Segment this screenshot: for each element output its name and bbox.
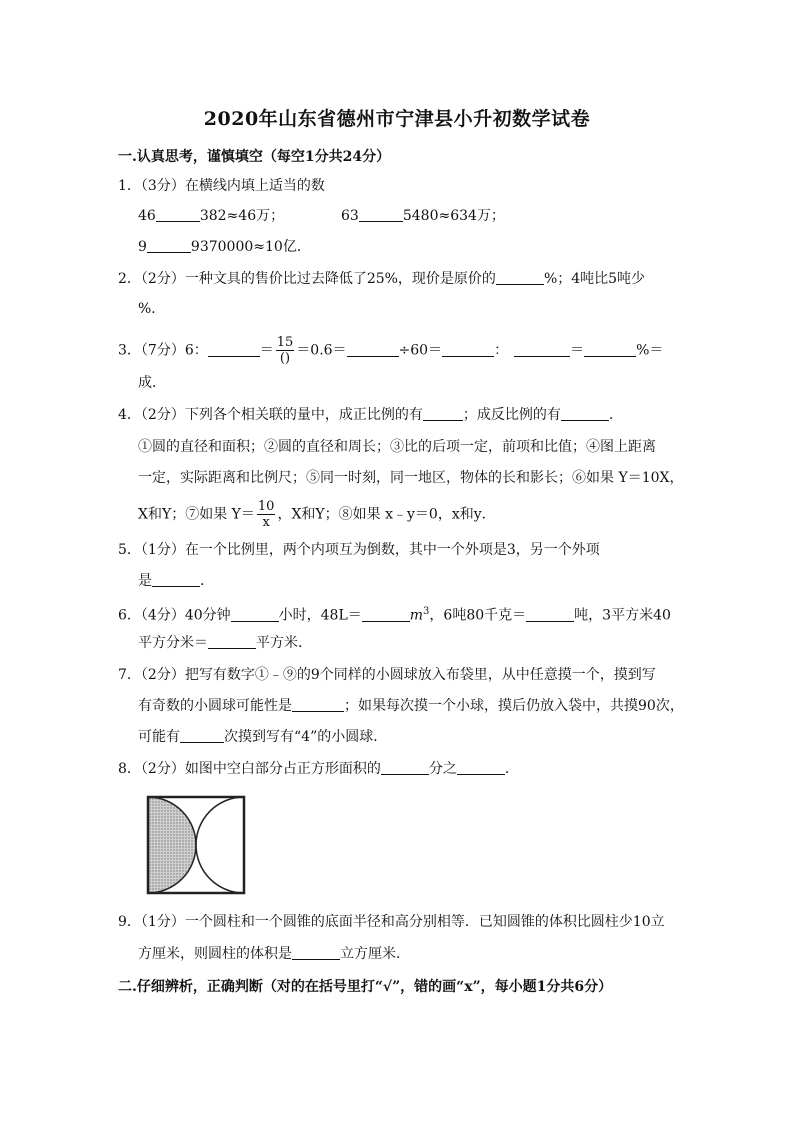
answer-blank xyxy=(208,634,256,649)
question-9-line-2: 方厘米，则圆柱的体积是 立方厘米． xyxy=(138,946,410,962)
answer-blank xyxy=(359,207,403,222)
question-5-line-1: 5．（1分）在一个比例里，两个内项互为倒数，其中一个外项是3，另一个外项 xyxy=(118,542,600,558)
answer-blank xyxy=(442,342,494,357)
answer-blank xyxy=(362,607,410,622)
question-4-line-4: X和Y；⑦如果 Y＝ $\frac{10}{x}$ ，X和Y；⑧如果 x﹣y＝0，x和y． xyxy=(138,499,496,530)
section-2-heading: 二.仔细辨析，正确判断（对的在括号里打“√”，错的画“x”，每小题1分共6分） xyxy=(118,979,613,995)
answer-blank xyxy=(423,406,463,421)
answer-blank xyxy=(561,406,609,421)
question-2-line-2: %． xyxy=(138,301,166,317)
answer-blank xyxy=(526,607,574,622)
question-8-line-1: 8．（2分）如图中空白部分占正方形面积的 分之 ． xyxy=(118,761,519,777)
question-7-line-3: 可能有 次摸到写有“4”的小圆球． xyxy=(138,729,388,745)
question-2-line-1: 2．（2分）一种文具的售价比过去降低了25%，现价是原价的 %；4吨比5吨少 xyxy=(118,271,646,287)
answer-blank xyxy=(156,207,200,222)
answer-blank xyxy=(292,697,344,712)
answer-blank xyxy=(208,342,260,357)
answer-blank xyxy=(231,607,279,622)
question-1-line-2: 46 382≈46万； 63 5480≈634万； xyxy=(138,208,505,224)
question-1-line-1: 1．（3分）在横线内填上适当的数 xyxy=(118,178,325,194)
question-4-line-1: 4．（2分）下列各个相关联的量中，成正比例的有 ；成反比例的有 ． xyxy=(118,407,623,423)
question-4-line-2: ①圆的直径和面积；②圆的直径和周长；③比的后项一定，前项和比值；④图上距离 xyxy=(138,439,656,455)
question-7-line-2: 有奇数的小圆球可能性是 ；如果每次摸一个小球，摸后仍放入袋中，共摸90次， xyxy=(138,698,684,714)
answer-blank xyxy=(147,238,191,253)
question-4-line-3: 一定，实际距离和比例尺；⑤同一时刻，同一地区，物体的长和影长；⑥如果 Y＝10X， xyxy=(138,470,684,486)
fraction: $\frac{10}{x}$ xyxy=(257,499,275,530)
page-title: 2020年山东省德州市宁津县小升初数学试卷 xyxy=(203,108,591,130)
fraction: $\frac{15}{()}$ xyxy=(276,335,294,366)
answer-blank xyxy=(292,945,340,960)
question-6-line-1: 6．（4分）40分钟 小时，$48L= m^3$，6吨80千克＝ 吨，3平方米40 xyxy=(118,606,671,624)
answer-blank xyxy=(180,728,224,743)
section-1-heading: 一.认真思考，谨慎填空（每空1分共24分） xyxy=(118,149,391,165)
question-1-line-3: 9 9370000≈10亿． xyxy=(138,239,311,255)
answer-blank xyxy=(381,760,429,775)
answer-blank xyxy=(347,342,399,357)
question-5-line-2: 是 ． xyxy=(138,573,214,589)
square-arc-figure xyxy=(146,795,246,895)
answer-blank xyxy=(496,270,544,285)
answer-blank xyxy=(514,342,570,357)
answer-blank xyxy=(457,760,505,775)
question-3-line-2: 成． xyxy=(138,375,166,391)
question-3-line-1: 3．（7分）6： ＝ $\frac{15}{()}$ ＝0.6＝ ÷60＝ ： ＝ %＝ xyxy=(118,335,664,366)
question-6-line-2: 平方分米＝ 平方米． xyxy=(138,635,312,651)
question-9-line-1: 9．（1分）一个圆柱和一个圆锥的底面半径和高分别相等．已知圆锥的体积比圆柱少10立 xyxy=(118,914,665,930)
question-7-line-1: 7．（2分）把写有数字①﹣⑨的9个同样的小圆球放入布袋里，从中任意摸一个，摸到写 xyxy=(118,667,656,683)
answer-blank xyxy=(584,342,636,357)
answer-blank xyxy=(152,572,200,587)
